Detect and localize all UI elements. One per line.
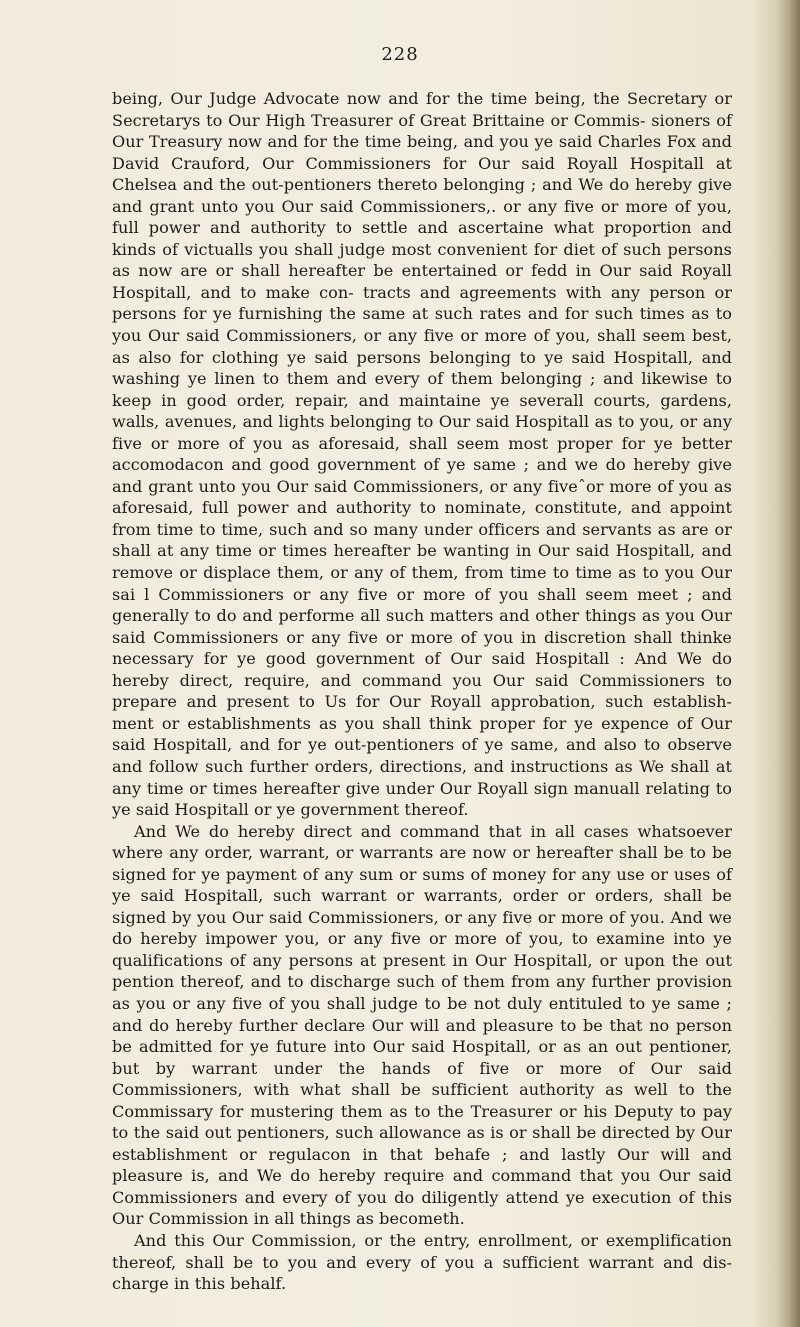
page-number: 228 (381, 44, 419, 65)
body-text (112, 88, 732, 1295)
paragraph: And We do hereby direct and command that in all cases whatsoever where any order, warrant, or warrants are now or hereafter shall be to be signed for ye payment of any sum or sums of money for any use or uses of ye said Hospitall, such warrant or warrants, order or orders, shall be signed by you Our said Commissioners, or any five or more of you. And we do hereby impower you, or any five or more of you, to examine into ye qualifications of any persons at present in Our Hospitall, or upon the out pention thereof, and to discharge such of them from any further provision as you or any five of you shall judge to be not duly entituled to ye same ; and do hereby further declare Our will and pleasure to be that no person be admitted for ye future into Our said Hospitall, or as an out pentioner, but by warrant under the hands of five or more of Our said Commissioners, with what shall be sufficient authority as well to the Commissary for mustering them as to the Treasurer or his Deputy to pay to the said out pentioners, such allowance as is or shall be directed by Our establishment or regulacon in that behafe ; and lastly Our will and pleasure is, and We do hereby require and command that you Our said Commissioners and every of you do diligently attend ye execution of this Our Commission in all things as becometh. (112, 821, 732, 1229)
paragraph: being, Our Judge Advocate now and for the time being, the Secretary or Secretarys to Our High Treasurer of Great Brittaine or Commis- sioners of Our Treasury now and for the time being, and you ye said Charles Fox and David Crauford, Our Commissioners for Our said Royall Hospitall at Chelsea and the out-pentioners thereto belonging ; and We do hereby give and grant unto you Our said Commissioners,. or any five or more of you, full power and authority to settle and ascertaine what proportion and kinds of victualls you shall judge most convenient for diet of such persons as now are or shall hereafter be entertained or fedd in Our said Royall Hospitall, and to make con- tracts and agreements with any person or persons for ye furnishing the same at such rates and for such times as to you Our said Commissioners, or any five or more of you, shall seem best, as also for clothing ye said persons belonging to ye said Hospitall, and washing ye linen to them and every of them belonging ; and likewise to keep in good order, repair, and maintaine ye severall courts, gardens, walls, avenues, and lights belonging to Our said Hospitall as to you, or any five or more of you as aforesaid, shall seem most proper for ye better accomodacon and good government of ye same ; and we do hereby give and grant unto you Our said Commissioners, or any fiveˆor more of you as aforesaid, full power and authority to nominate, constitute, and appoint from time to time, such and so many under officers and servants as are or shall at any time or times hereafter be wanting in Our said Hospitall, and remove or displace them, or any of them, from time to time as to you Our sai l Commissioners or any five or more of you shall seem meet ; and generally to do and performe all such matters and other things as you Our said Commissioners or any five or more of you in discretion shall thinke necessary for ye good government of Our said Hospitall : And We do hereby direct, require, and command you Our said Commissioners to prepare and present to Us for Our Royall approbation, such establish- ment or establishments as you shall think proper for ye expence of Our said Hospitall, and for ye out-pentioners of ye same, and also to observe and follow such further orders, directions, and instructions as We shall at any time or times hereafter give under Our Royall sign manuall relating to ye said Hospitall or ye government thereof. (112, 89, 732, 820)
page-edge-shadow (778, 0, 800, 1327)
paragraph: And this Our Commission, or the entry, enrollment, or exemplification thereof, shall be to you and every of you a sufficient warrant and dis- charge in this behalf. (112, 1230, 732, 1294)
